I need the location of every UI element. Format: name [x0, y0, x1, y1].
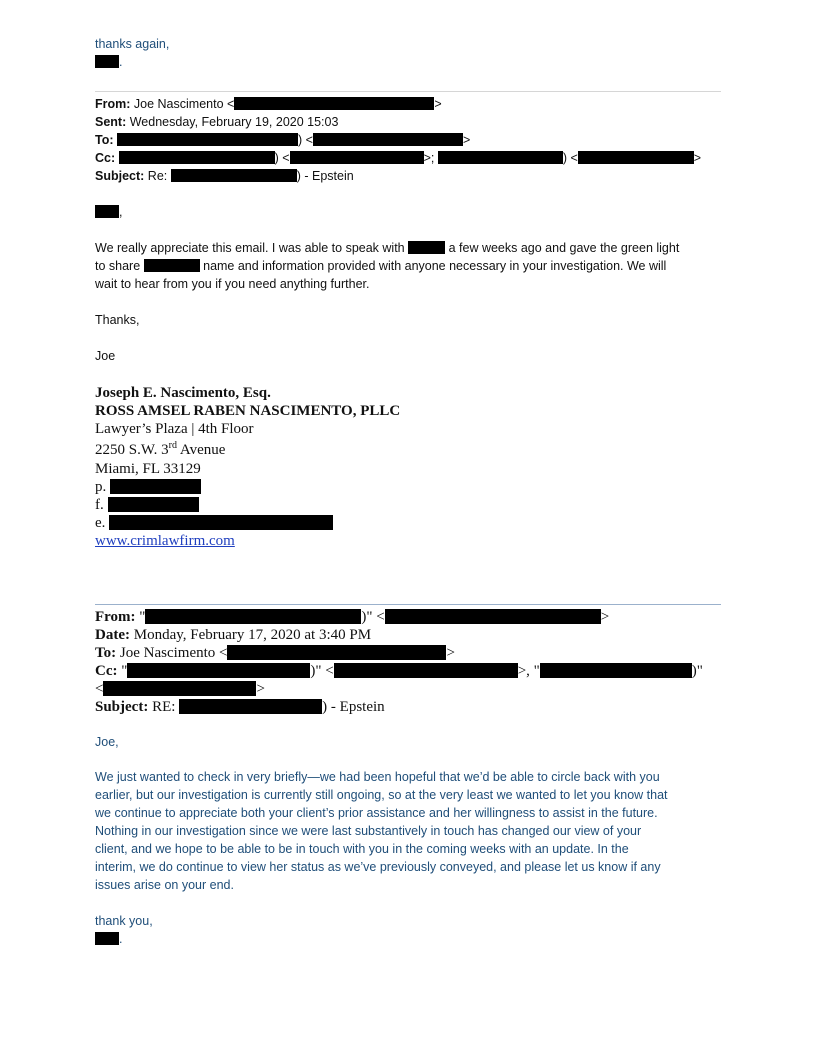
signature-name: Joseph E. Nascimento, Esq. — [95, 385, 271, 401]
redaction — [127, 663, 310, 678]
redaction — [95, 55, 119, 68]
sender-sign: Joe — [95, 349, 116, 363]
redaction — [95, 205, 119, 218]
header-to: To: ) < > — [95, 133, 471, 147]
redaction — [334, 663, 518, 678]
redaction — [290, 151, 424, 164]
redaction — [145, 609, 361, 624]
redaction — [578, 151, 694, 164]
redaction — [144, 259, 200, 272]
header-cc-cont: < > — [95, 681, 265, 697]
body-line: We really appreciate this email. I was able to speak with a few weeks ago and gave the green light — [95, 241, 680, 255]
body-line: interim, we do continue to view her status as we’ve previously conveyed, and please let us know if any — [95, 860, 661, 874]
header-from: From: Joe Nascimento < > — [95, 97, 442, 111]
redaction — [110, 479, 201, 494]
separator — [95, 91, 721, 92]
redaction — [119, 151, 275, 164]
redaction — [95, 932, 119, 945]
redaction — [117, 133, 298, 146]
redaction — [108, 497, 199, 512]
top-reply — [95, 35, 721, 71]
header-subject: Subject: Re: ) - Epstein — [95, 169, 354, 183]
body-line: We just wanted to check in very briefly—we had been hopeful that we’d be able to circle back with you — [95, 770, 660, 784]
header-sent: Sent: Wednesday, February 19, 2020 15:03 — [95, 115, 339, 129]
signature-firm: ROSS AMSEL RABEN NASCIMENTO, PLLC — [95, 403, 401, 419]
email-body-1-paragraph — [95, 239, 721, 293]
body-line: we continue to appreciate both your client’s prior assistance and her willingness to assist in the future. — [95, 806, 658, 820]
email-2-greeting: Joe, — [95, 735, 119, 749]
body-line: wait to hear from you if you need anything further. — [95, 277, 370, 291]
signature-email: e. — [95, 514, 721, 532]
header-subject: Subject: RE: ) - Epstein — [95, 699, 385, 715]
signature-block — [95, 384, 721, 550]
separator — [95, 604, 721, 605]
body-line: Nothing in our investigation since we were last substantively in touch has changed our view of your — [95, 824, 642, 838]
body-line: client, and we hope to be able to be in touch with you in the coming weeks with an update. In the — [95, 842, 629, 856]
redaction — [234, 97, 434, 110]
redaction — [109, 515, 333, 530]
closing-line: thanks again, — [95, 37, 170, 51]
header-to: To: Joe Nascimento < > — [95, 645, 455, 661]
signature-line: . — [95, 930, 721, 948]
signature-fax: f. — [95, 496, 721, 514]
redaction — [103, 681, 256, 696]
signature-website — [95, 532, 721, 550]
redaction — [408, 241, 445, 254]
signature-line: . — [95, 53, 721, 71]
closing-line: thank you, — [95, 914, 153, 928]
body-line: earlier, but our investigation is currently still ongoing, so at the very least we wanted to let you know that — [95, 788, 668, 802]
signature-address-1: Lawyer’s Plaza | 4th Floor — [95, 421, 254, 437]
signature-address-3: Miami, FL 33129 — [95, 461, 201, 477]
redaction — [385, 609, 601, 624]
email-2-closing — [95, 912, 721, 948]
body-line: to share name and information provided with anyone necessary in your investigation. We will — [95, 259, 667, 273]
header-cc: Cc: " )" < >, " )" — [95, 663, 703, 679]
header-date: Date: Monday, February 17, 2020 at 3:40 PM — [95, 627, 372, 643]
body-line: issues arise on your end. — [95, 878, 234, 892]
email-body-1 — [95, 203, 721, 221]
email-header-2 — [95, 608, 721, 716]
redaction — [179, 699, 322, 714]
redaction — [313, 133, 463, 146]
greeting: , — [95, 203, 721, 221]
redaction — [227, 645, 446, 660]
header-cc: Cc: ) < >; ) < > — [95, 151, 702, 165]
email-header-1 — [95, 95, 721, 185]
header-from: From: " )" < > — [95, 609, 610, 625]
redaction — [540, 663, 692, 678]
redaction — [438, 151, 563, 164]
redaction — [171, 169, 297, 182]
thanks-line: Thanks, — [95, 313, 140, 327]
signature-phone: p. — [95, 478, 721, 496]
signature-address-2: 2250 S.W. 3rd Avenue — [95, 440, 226, 458]
email-body-2 — [95, 768, 721, 894]
website-link[interactable]: www.crimlawfirm.com — [95, 533, 235, 549]
